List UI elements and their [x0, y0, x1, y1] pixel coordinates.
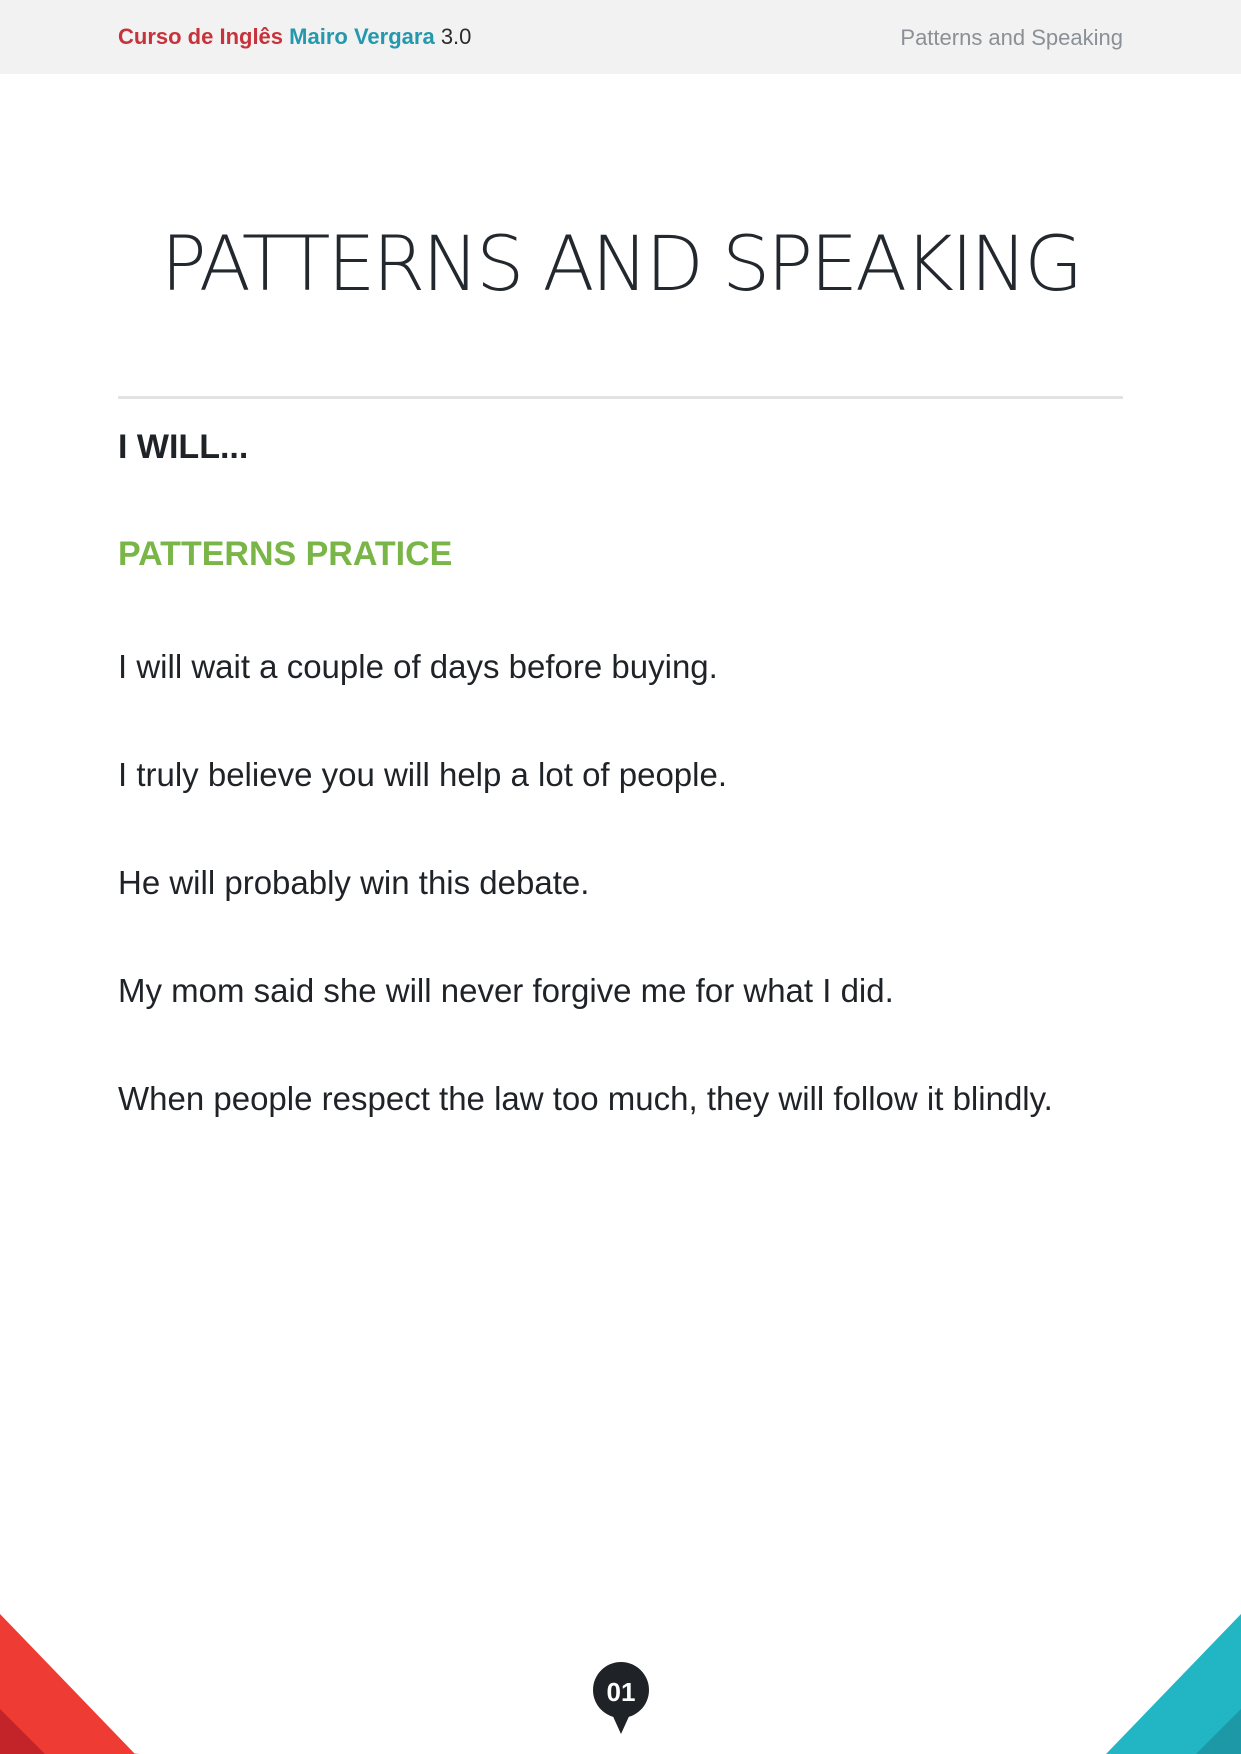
sentence-item: I truly believe you will help a lot of people.: [118, 756, 728, 793]
section-heading: I WILL...: [118, 428, 249, 466]
header-section-name: Patterns and Speaking: [900, 25, 1123, 50]
sentence-item: He will probably win this debate.: [118, 864, 590, 901]
subsection-heading: PATTERNS PRATICE: [118, 535, 453, 573]
brand-version: 3.0: [440, 24, 472, 49]
page-title: PATTERNS AND SPEAKING: [160, 219, 1081, 308]
brand-course-name: Curso de Inglês: [118, 24, 284, 49]
sentence-item: When people respect the law too much, they will follow it blindly.: [118, 1080, 1053, 1117]
brand-logo-text: [118, 24, 471, 50]
brand-author-name: Mairo Vergara: [289, 24, 435, 49]
title-divider: [118, 396, 1123, 399]
page-header: [0, 0, 1241, 74]
sentence-item: My mom said she will never forgive me for what I did.: [118, 972, 894, 1009]
page-number: 01: [606, 1677, 636, 1707]
sentence-list: [118, 640, 1123, 1180]
sentence-item: I will wait a couple of days before buying.: [118, 648, 718, 685]
corner-decoration-left: [0, 1614, 140, 1754]
corner-decoration-right: [1101, 1614, 1241, 1754]
